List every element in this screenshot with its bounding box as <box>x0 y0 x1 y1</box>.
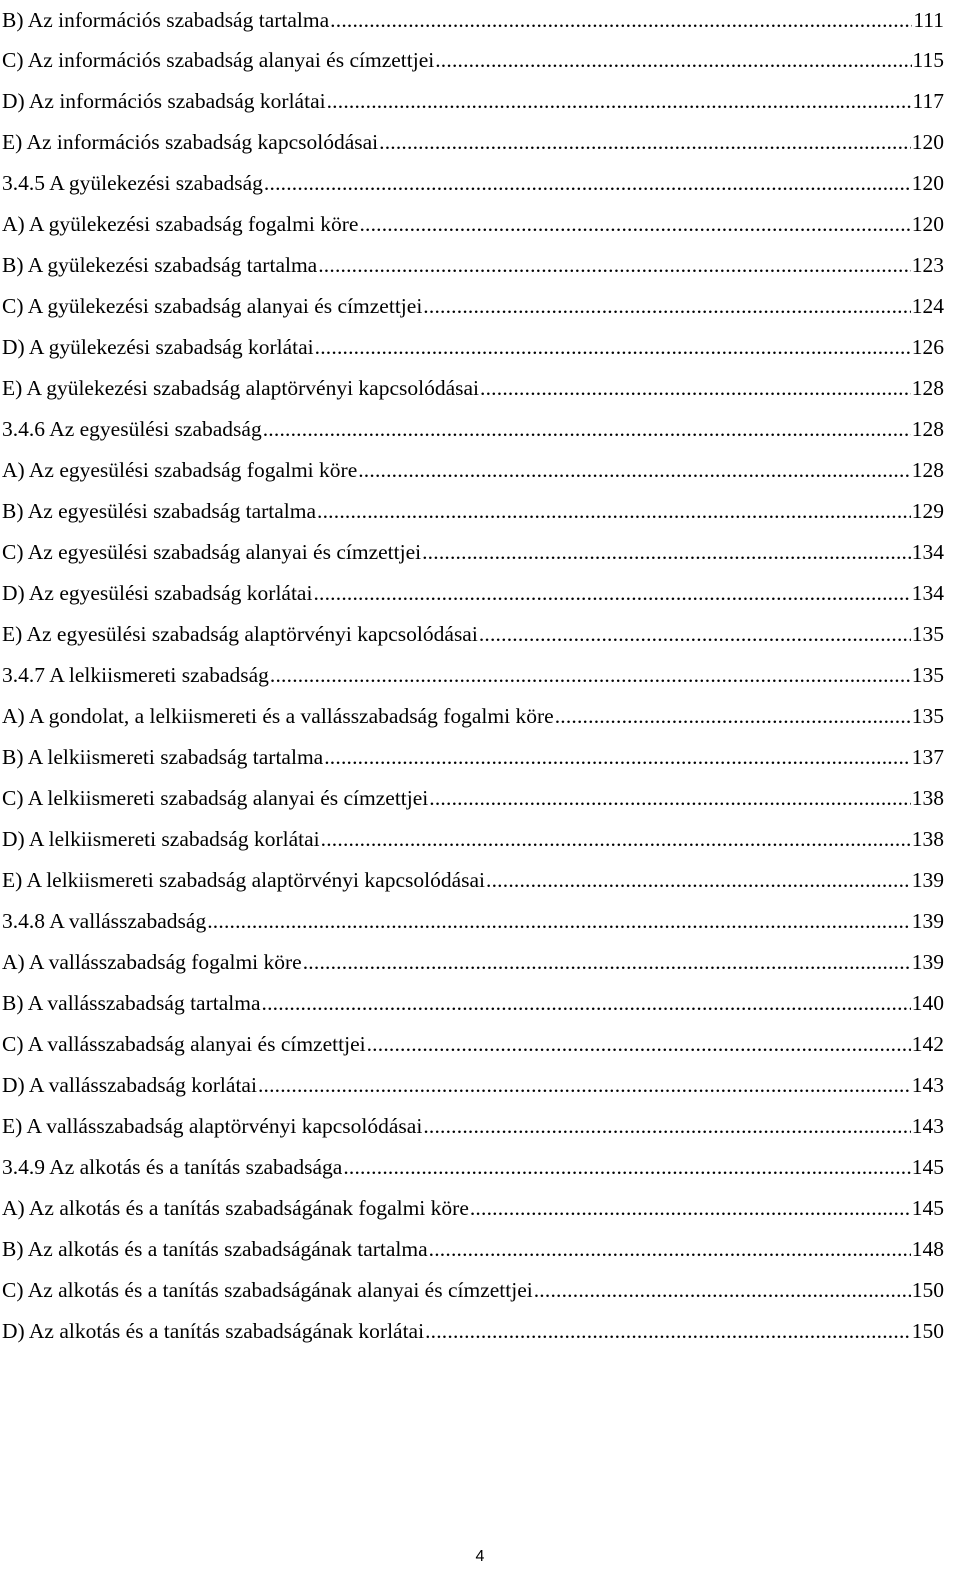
toc-leader-dots <box>422 540 911 565</box>
toc-entry-page: 150 <box>911 1319 944 1343</box>
toc-leader-dots <box>534 1278 911 1303</box>
toc-entry-page: 134 <box>911 540 944 564</box>
toc-entry <box>2 204 944 245</box>
toc-entry-title: C) A lelkiismereti szabadság alanyai és címzettjei <box>2 786 429 810</box>
toc-entry <box>2 491 944 532</box>
toc-entry-title: C) Az egyesülési szabadság alanyai és címzettjei <box>2 540 422 564</box>
toc-leader-dots <box>270 663 911 688</box>
toc-entry-page: 135 <box>911 663 944 687</box>
toc-entry-title: B) A vallásszabadság tartalma <box>2 991 261 1015</box>
toc-entry-page: 135 <box>911 704 944 728</box>
toc-entry <box>2 163 944 204</box>
toc-entry-title: E) A gyülekezési szabadság alaptörvényi kapcsolódásai <box>2 376 480 400</box>
toc-entry <box>2 286 944 327</box>
toc-entry <box>2 40 944 81</box>
toc-entry <box>2 245 944 286</box>
toc-leader-dots <box>423 294 910 319</box>
toc-entry <box>2 1106 944 1147</box>
toc-leader-dots <box>330 8 912 33</box>
toc-entry-page: 139 <box>911 950 944 974</box>
toc-entry-title: A) A gyülekezési szabadság fogalmi köre <box>2 212 359 236</box>
toc-entry-title: E) Az információs szabadság kapcsolódásai <box>2 130 379 154</box>
toc-entry <box>2 1229 944 1270</box>
toc-leader-dots <box>367 1032 911 1057</box>
toc-leader-dots <box>429 1237 911 1262</box>
toc-entry <box>2 1147 944 1188</box>
toc-leader-dots <box>358 458 911 483</box>
toc-entry-page: 120 <box>911 212 944 236</box>
toc-leader-dots <box>429 786 910 811</box>
toc-entry-page: 126 <box>911 335 944 359</box>
toc-entry <box>2 1311 944 1352</box>
table-of-contents <box>2 0 944 1352</box>
toc-leader-dots <box>315 335 911 360</box>
toc-entry <box>2 860 944 901</box>
toc-leader-dots <box>303 950 911 975</box>
toc-entry-title: B) Az alkotás és a tanítás szabadságának tartalma <box>2 1237 428 1261</box>
toc-leader-dots <box>327 89 912 114</box>
page-number: 4 <box>475 1548 485 1565</box>
toc-entry-title: D) A gyülekezési szabadság korlátai <box>2 335 314 359</box>
toc-leader-dots <box>318 253 911 278</box>
toc-entry-page: 128 <box>911 458 944 482</box>
toc-leader-dots <box>379 130 911 155</box>
toc-leader-dots <box>470 1196 911 1221</box>
toc-entry-page: 139 <box>911 909 944 933</box>
toc-leader-dots <box>258 1073 911 1098</box>
toc-entry <box>2 1188 944 1229</box>
toc-entry-page: 137 <box>911 745 944 769</box>
toc-entry-title: B) Az egyesülési szabadság tartalma <box>2 499 317 523</box>
toc-entry-title: 3.4.8 A vallásszabadság <box>2 909 207 933</box>
toc-entry <box>2 696 944 737</box>
toc-entry <box>2 409 944 450</box>
toc-entry <box>2 573 944 614</box>
toc-entry-title: C) Az alkotás és a tanítás szabadságának alanyai és címzettjei <box>2 1278 533 1302</box>
toc-entry-title: A) Az alkotás és a tanítás szabadságának fogalmi köre <box>2 1196 469 1220</box>
toc-entry-page: 145 <box>911 1196 944 1220</box>
toc-entry-title: E) A vallásszabadság alaptörvényi kapcsolódásai <box>2 1114 423 1138</box>
toc-leader-dots <box>425 1319 911 1344</box>
toc-entry-page: 135 <box>911 622 944 646</box>
toc-entry-title: C) Az információs szabadság alanyai és címzettjei <box>2 48 435 72</box>
toc-entry-title: D) A lelkiismereti szabadság korlátai <box>2 827 320 851</box>
toc-entry-page: 120 <box>911 171 944 195</box>
toc-entry-page: 134 <box>911 581 944 605</box>
toc-leader-dots <box>321 827 911 852</box>
toc-entry-title: B) A gyülekezési szabadság tartalma <box>2 253 318 277</box>
toc-entry <box>2 778 944 819</box>
toc-entry <box>2 450 944 491</box>
toc-leader-dots <box>435 48 911 73</box>
toc-entry-title: C) A gyülekezési szabadság alanyai és címzettjei <box>2 294 423 318</box>
toc-entry-title: 3.4.6 Az egyesülési szabadság <box>2 417 262 441</box>
toc-entry-page: 124 <box>911 294 944 318</box>
toc-entry-page: 128 <box>911 376 944 400</box>
toc-entry-page: 129 <box>911 499 944 523</box>
toc-leader-dots <box>262 991 911 1016</box>
toc-entry-title: A) A vallásszabadság fogalmi köre <box>2 950 302 974</box>
toc-leader-dots <box>423 1114 910 1139</box>
toc-entry-page: 138 <box>911 786 944 810</box>
toc-leader-dots <box>486 868 911 893</box>
toc-leader-dots <box>317 499 911 524</box>
toc-entry <box>2 901 944 942</box>
toc-entry <box>2 614 944 655</box>
toc-entry-page: 145 <box>911 1155 944 1179</box>
toc-entry-page: 138 <box>911 827 944 851</box>
toc-entry-page: 123 <box>911 253 944 277</box>
toc-entry-title: D) Az információs szabadság korlátai <box>2 89 326 113</box>
toc-entry-title: D) Az egyesülési szabadság korlátai <box>2 581 313 605</box>
toc-entry <box>2 1270 944 1311</box>
toc-entry-title: D) A vallásszabadság korlátai <box>2 1073 257 1097</box>
toc-entry-title: 3.4.7 A lelkiismereti szabadság <box>2 663 269 687</box>
toc-entry-title: E) Az egyesülési szabadság alaptörvényi kapcsolódásai <box>2 622 478 646</box>
toc-leader-dots <box>207 909 911 934</box>
toc-leader-dots <box>359 212 910 237</box>
toc-entry <box>2 81 944 122</box>
toc-entry-page: 142 <box>911 1032 944 1056</box>
toc-leader-dots <box>264 171 911 196</box>
toc-leader-dots <box>324 745 911 770</box>
toc-entry <box>2 327 944 368</box>
toc-entry-title: 3.4.9 Az alkotás és a tanítás szabadsága <box>2 1155 343 1179</box>
toc-entry-page: 143 <box>911 1073 944 1097</box>
toc-entry-page: 140 <box>911 991 944 1015</box>
toc-entry-title: C) A vallásszabadság alanyai és címzettjei <box>2 1032 366 1056</box>
toc-entry <box>2 655 944 696</box>
toc-entry <box>2 942 944 983</box>
toc-leader-dots <box>343 1155 910 1180</box>
toc-entry <box>2 0 944 40</box>
toc-entry <box>2 532 944 573</box>
toc-entry-page: 111 <box>913 7 944 32</box>
toc-entry-page: 128 <box>911 417 944 441</box>
toc-entry <box>2 368 944 409</box>
toc-entry-title: D) Az alkotás és a tanítás szabadságának korlátai <box>2 1319 425 1343</box>
toc-entry-title: E) A lelkiismereti szabadság alaptörvényi kapcsolódásai <box>2 868 486 892</box>
toc-entry <box>2 1024 944 1065</box>
toc-leader-dots <box>479 622 911 647</box>
toc-entry-title: B) Az információs szabadság tartalma <box>2 7 330 32</box>
toc-entry-page: 143 <box>911 1114 944 1138</box>
toc-entry <box>2 1065 944 1106</box>
toc-entry-title: A) A gondolat, a lelkiismereti és a vallásszabadság fogalmi köre <box>2 704 554 728</box>
toc-leader-dots <box>480 376 911 401</box>
toc-entry-title: 3.4.5 A gyülekezési szabadság <box>2 171 263 195</box>
toc-leader-dots <box>313 581 910 606</box>
toc-entry-page: 148 <box>911 1237 944 1261</box>
toc-entry <box>2 737 944 778</box>
toc-entry <box>2 122 944 163</box>
toc-entry-page: 117 <box>912 89 944 113</box>
toc-leader-dots <box>555 704 911 729</box>
toc-leader-dots <box>263 417 911 442</box>
toc-entry-title: A) Az egyesülési szabadság fogalmi köre <box>2 458 358 482</box>
toc-entry-page: 150 <box>911 1278 944 1302</box>
toc-entry-page: 120 <box>911 130 944 154</box>
toc-entry-title: B) A lelkiismereti szabadság tartalma <box>2 745 324 769</box>
toc-entry-page: 115 <box>912 48 944 72</box>
toc-entry <box>2 819 944 860</box>
toc-entry <box>2 983 944 1024</box>
toc-entry-page: 139 <box>911 868 944 892</box>
